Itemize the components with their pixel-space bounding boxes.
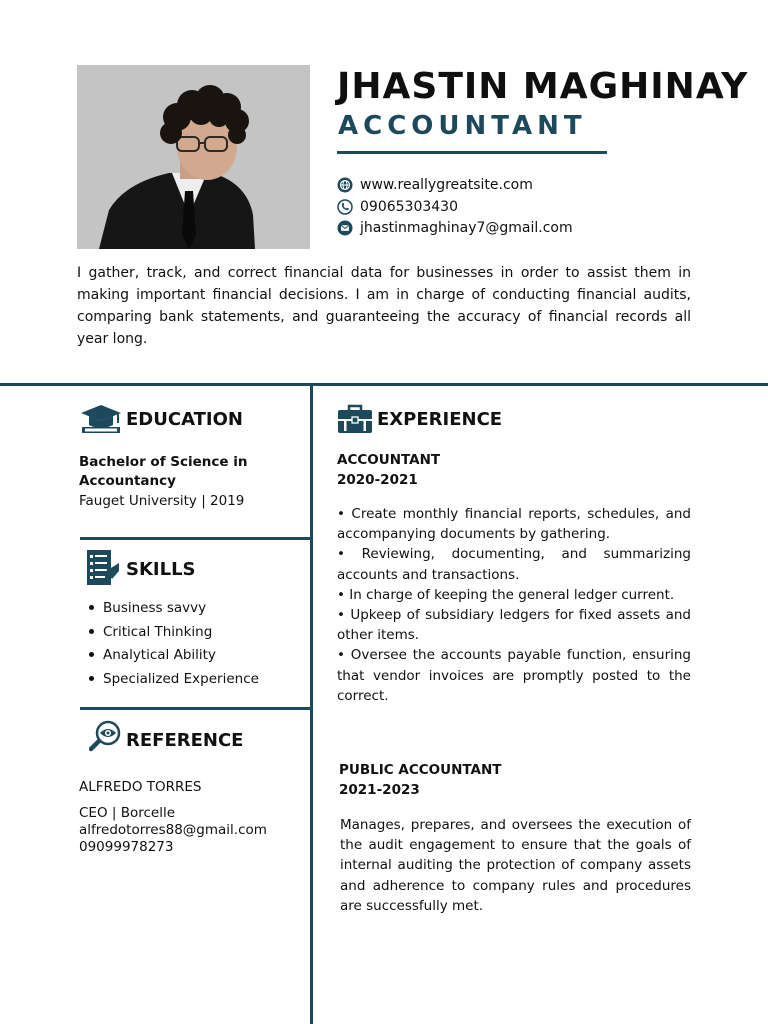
job-2-years: 2021-2023 <box>339 782 420 798</box>
duty-item: • Upkeep of subsidiary ledgers for fixed assets and other items. <box>337 607 691 644</box>
profile-summary: I gather, track, and correct financial data for businesses in order to assist them in making important financial decisions. I am in charge of conducting financial audits, comparing bank statements, and guaranteeing the accuracy of financial records all year long. <box>77 265 691 347</box>
contact-website[interactable] <box>337 175 667 195</box>
reference-email[interactable]: alfredotorres88@gmail.com <box>79 822 267 838</box>
skill-item: Specialized Experience <box>86 669 259 693</box>
reference-position: CEO | Borcelle <box>79 805 176 821</box>
skills-list <box>86 598 259 692</box>
duty-item: • Create monthly financial reports, schedules, and accompanying documents by gathering. <box>337 506 691 543</box>
skill-item: Critical Thinking <box>86 622 259 646</box>
reference-heading: REFERENCE <box>126 730 244 751</box>
horizontal-divider <box>0 383 768 386</box>
skills-heading: SKILLS <box>126 559 196 580</box>
reference-phone: 09099978273 <box>79 839 174 855</box>
phone-text: 09065303430 <box>360 199 458 215</box>
mail-icon <box>337 220 353 236</box>
duty-item: • Oversee the accounts payable function, ensuring that vendor invoices are promptly posted to the correct. <box>337 647 691 704</box>
briefcase-icon <box>337 404 373 438</box>
skills-reference-divider <box>80 707 311 710</box>
email-text: jhastinmaghinay7@gmail.com <box>360 220 573 236</box>
skill-item: Business savvy <box>86 598 259 622</box>
vertical-divider <box>310 383 313 1024</box>
education-degree: Bachelor of Science in Accountancy <box>79 454 248 489</box>
job-role: ACCOUNTANT <box>338 111 587 141</box>
reference-name: ALFREDO TORRES <box>79 779 202 795</box>
job-2-title: PUBLIC ACCOUNTANT <box>339 762 502 778</box>
duty-item: • Reviewing, documenting, and summarizing accounts and transactions. <box>337 546 691 583</box>
education-school: Fauget University | 2019 <box>79 493 245 509</box>
profile-photo <box>77 65 310 249</box>
job-1-title: ACCOUNTANT <box>337 452 441 468</box>
document-list-icon <box>86 549 120 591</box>
magnifier-eye-icon <box>89 720 121 756</box>
experience-heading: EXPERIENCE <box>377 409 503 430</box>
duty-item: • In charge of keeping the general ledger current. <box>337 586 675 603</box>
job-1-duties <box>337 504 691 706</box>
job-2-description: Manages, prepares, and oversees the execution of the audit engagement to ensure that the goals of internal auditing the protection of company assets and adherence to company rules and procedures are successfully met. <box>340 817 691 914</box>
graduation-cap-icon <box>80 403 122 439</box>
website-text: www.reallygreatsite.com <box>360 177 533 193</box>
role-underline <box>337 151 607 154</box>
job-1-years: 2020-2021 <box>337 472 418 488</box>
education-heading: EDUCATION <box>126 409 243 430</box>
skill-item: Analytical Ability <box>86 645 259 669</box>
contact-phone[interactable] <box>337 197 667 217</box>
globe-icon <box>337 177 353 193</box>
candidate-name: JHASTIN MAGHINAY <box>337 66 749 107</box>
phone-icon <box>337 199 353 215</box>
contact-email[interactable] <box>337 218 667 238</box>
education-skills-divider <box>80 537 311 540</box>
